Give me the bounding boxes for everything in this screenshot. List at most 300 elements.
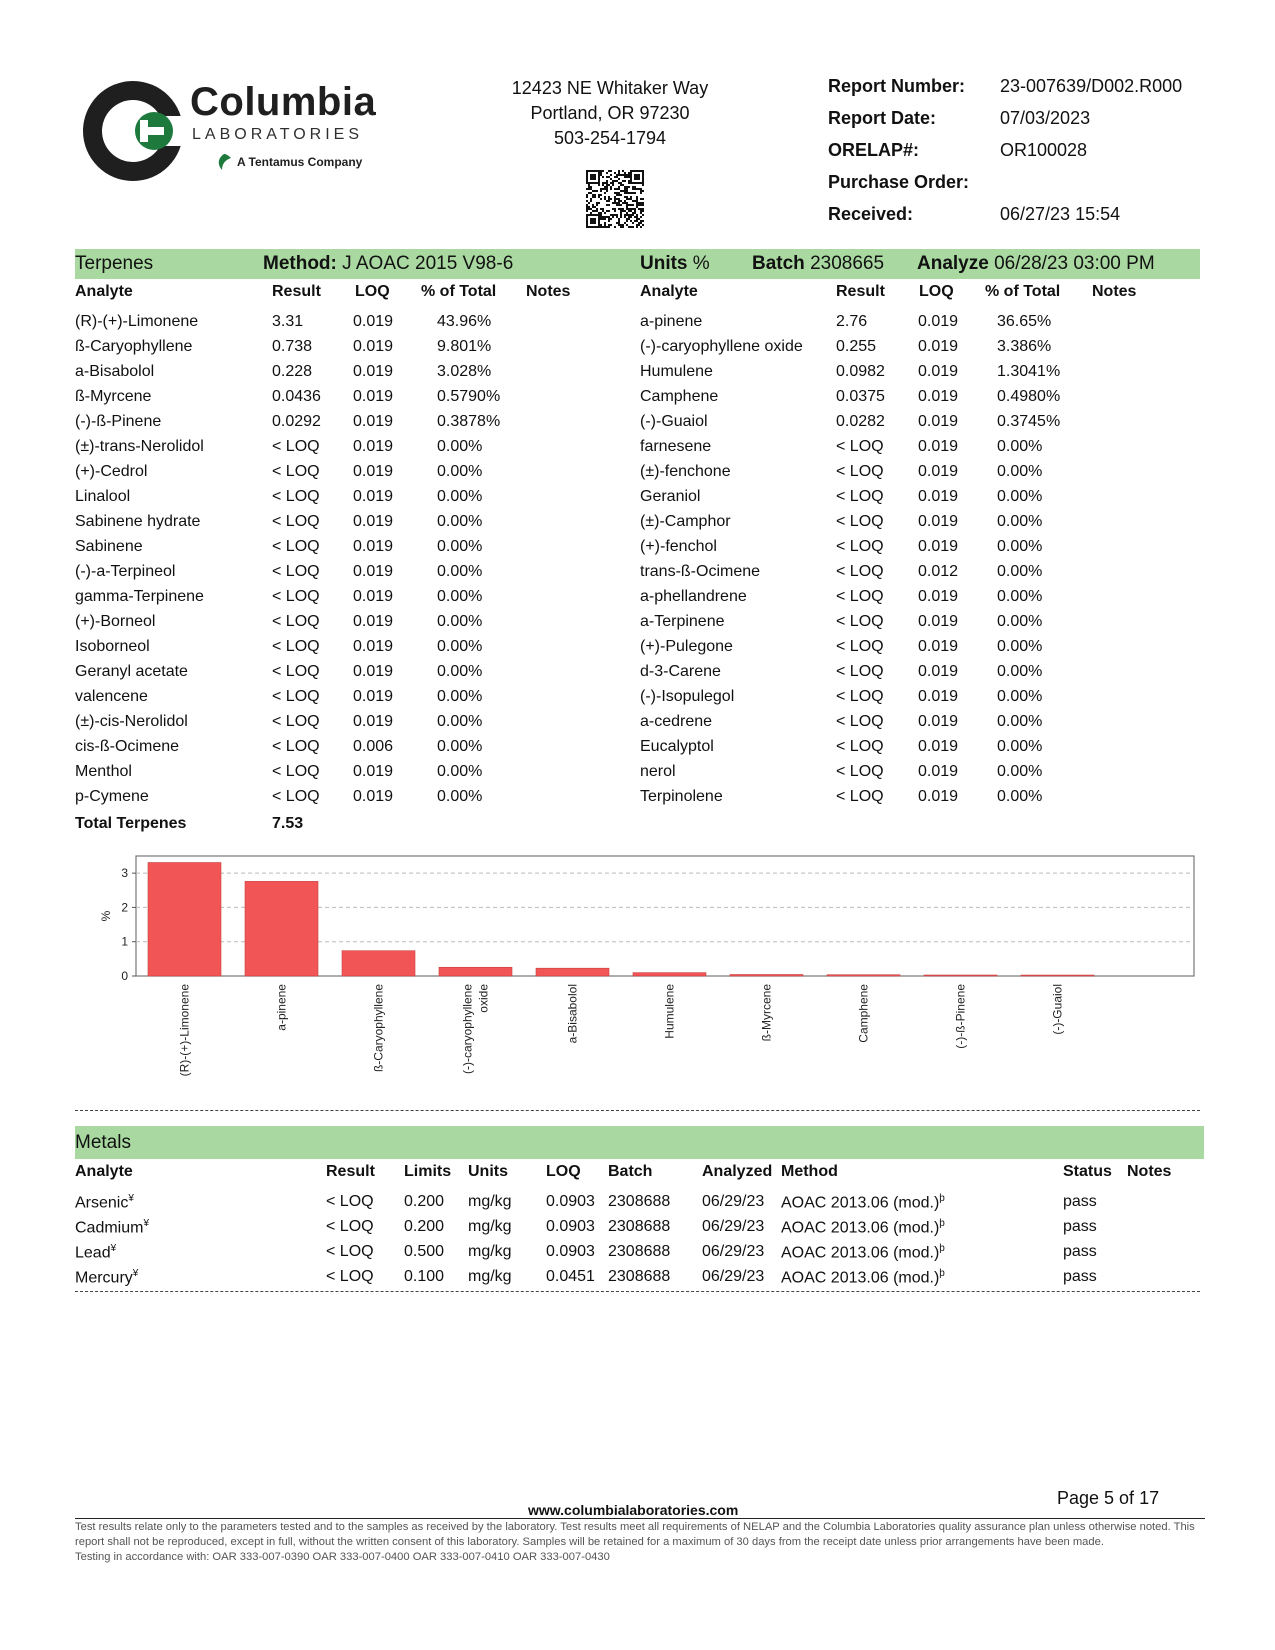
right-loq: 0.019 <box>918 438 959 455</box>
logo-subtitle: LABORATORIES <box>192 126 363 143</box>
chart-x-tick-label: (-)-ß-Pinene <box>953 984 968 1049</box>
metals-col-analyte: Analyte <box>75 1163 133 1180</box>
metal-units <box>468 1193 512 1211</box>
left-result: 0.738 <box>272 338 313 355</box>
left-pct-total: 0.5790% <box>437 388 501 405</box>
left-loq: 0.019 <box>353 763 394 780</box>
right-analyte: Humulene <box>640 363 713 380</box>
left-pct-total: 0.00% <box>437 613 483 630</box>
right-pct-total: 0.00% <box>997 663 1043 680</box>
metal-analyte-text: Cadmium <box>75 1219 144 1237</box>
metal-batch <box>608 1193 670 1211</box>
right-loq: 0.019 <box>918 713 959 730</box>
left-loq: 0.019 <box>353 588 394 605</box>
right-loq: 0.019 <box>918 338 959 355</box>
chart-y-tick-label: 1 <box>121 934 128 949</box>
col-analyte-left: Analyte <box>75 283 133 300</box>
metal-analyzed <box>702 1268 764 1286</box>
left-analyte: Linalool <box>75 488 131 505</box>
right-pct-total: 0.00% <box>997 688 1043 705</box>
right-analyte: trans-ß-Ocimene <box>640 563 761 580</box>
left-loq: 0.019 <box>353 663 394 680</box>
right-analyte: (+)-fenchol <box>640 538 717 555</box>
units-label: Units <box>640 253 688 274</box>
metal-loq-text: 0.0903 <box>546 1243 595 1260</box>
right-loq: 0.019 <box>918 613 959 630</box>
chart-y-axis-label: % <box>99 910 113 922</box>
chart-bar <box>342 951 415 976</box>
chart-x-tick-label: (-)-caryophyllene <box>460 984 475 1075</box>
chart-bar <box>536 968 609 976</box>
chart-y-tick-label: 2 <box>121 900 128 915</box>
metal-status-text: pass <box>1063 1243 1097 1260</box>
metals-col-notes: Notes <box>1127 1163 1172 1180</box>
chart-bar <box>148 863 221 976</box>
metal-limits <box>404 1193 444 1211</box>
analyte-footnote-mark: ¥ <box>132 1268 139 1279</box>
chart-y-tick-label: 0 <box>121 969 128 983</box>
terpenes-bar-chart <box>96 852 1206 1102</box>
metals-divider <box>75 1291 1200 1292</box>
left-result: < LOQ <box>272 763 320 780</box>
chart-bar <box>245 881 318 976</box>
col-result-left: Result <box>272 283 321 300</box>
footer-rule <box>75 1518 1205 1519</box>
left-loq: 0.019 <box>353 538 394 555</box>
right-loq: 0.019 <box>918 488 959 505</box>
metal-limits-text: 0.500 <box>404 1243 445 1260</box>
received-date: 06/27/23 15:54 <box>1000 204 1121 224</box>
analyte-footnote-mark: ¥ <box>110 1243 117 1254</box>
right-loq: 0.019 <box>918 388 959 405</box>
chart-bar <box>827 975 900 976</box>
orelap-number: OR100028 <box>1000 140 1088 160</box>
col-pct-left: % of Total <box>421 283 497 300</box>
metal-loq-text: 0.0903 <box>546 1218 595 1235</box>
left-loq: 0.006 <box>353 738 394 755</box>
qr-code-icon[interactable] <box>586 170 644 228</box>
left-pct-total: 0.00% <box>437 588 483 605</box>
left-loq: 0.019 <box>353 463 394 480</box>
right-pct-total: 0.00% <box>997 763 1043 780</box>
left-loq: 0.019 <box>353 713 394 730</box>
metal-status <box>1063 1268 1097 1286</box>
columbia-logo-mark <box>78 76 188 186</box>
terpenes-title: Terpenes <box>75 253 154 274</box>
metals-col-analyzed: Analyzed <box>702 1163 773 1180</box>
right-analyte: a-pinene <box>640 313 703 330</box>
metal-units <box>468 1218 512 1236</box>
col-loq-left: LOQ <box>355 283 390 300</box>
left-pct-total: 0.00% <box>437 538 483 555</box>
left-loq: 0.019 <box>353 488 394 505</box>
right-analyte: Geraniol <box>640 488 701 505</box>
metals-col-batch: Batch <box>608 1163 653 1180</box>
report-date-label: Report Date: <box>828 108 937 128</box>
report-number: 23-007639/D002.R000 <box>1000 76 1183 96</box>
left-analyte: cis-ß-Ocimene <box>75 738 180 755</box>
metal-result <box>326 1218 374 1236</box>
right-analyte: (-)-Isopulegol <box>640 688 735 705</box>
right-analyte: farnesene <box>640 438 712 455</box>
left-result: < LOQ <box>272 438 320 455</box>
col-result-right: Result <box>836 283 885 300</box>
metal-method <box>781 1268 945 1287</box>
right-analyte: Terpinolene <box>640 788 723 805</box>
address-line2: Portland, OR 97230 <box>530 103 690 123</box>
left-pct-total: 0.00% <box>437 463 483 480</box>
col-pct-right: % of Total <box>985 283 1061 300</box>
right-analyte: (±)-Camphor <box>640 513 731 530</box>
metal-units-text: mg/kg <box>468 1243 512 1260</box>
left-analyte: (R)-(+)-Limonene <box>75 313 199 330</box>
right-result: < LOQ <box>836 738 884 755</box>
metal-batch <box>608 1268 670 1286</box>
right-pct-total: 0.3745% <box>997 413 1061 430</box>
report-date: 07/03/2023 <box>1000 108 1091 128</box>
right-pct-total: 1.3041% <box>997 363 1061 380</box>
logo-tagline: A Tentamus Company <box>237 155 363 169</box>
right-result: 0.255 <box>836 338 877 355</box>
terpenes-units <box>640 249 710 279</box>
left-analyte: ß-Myrcene <box>75 388 152 405</box>
metal-result-text: < LOQ <box>326 1193 374 1210</box>
metal-limits <box>404 1243 444 1261</box>
left-analyte: Geranyl acetate <box>75 663 188 680</box>
phone-number: 503-254-1794 <box>553 128 667 148</box>
metal-analyte-text: Arsenic <box>75 1194 129 1212</box>
analyze-label: Analyze <box>917 253 989 274</box>
metal-batch <box>608 1218 670 1236</box>
metals-col-limits: Limits <box>404 1163 452 1180</box>
left-analyte: (+)-Cedrol <box>75 463 148 480</box>
right-result: < LOQ <box>836 488 884 505</box>
left-result: < LOQ <box>272 488 320 505</box>
metal-result-text: < LOQ <box>326 1268 374 1285</box>
metal-batch-text: 2308688 <box>608 1243 671 1260</box>
metal-analyzed-text: 06/29/23 <box>702 1268 765 1285</box>
logo-wordmark: Columbia <box>190 80 377 124</box>
footer-disclaimer-block <box>75 1520 1205 1565</box>
left-pct-total: 0.00% <box>437 663 483 680</box>
method-footnote-mark: þ <box>939 1243 945 1254</box>
left-pct-total: 0.00% <box>437 763 483 780</box>
right-pct-total: 0.00% <box>997 463 1043 480</box>
metal-loq <box>546 1243 595 1261</box>
left-loq: 0.019 <box>353 413 394 430</box>
left-loq: 0.019 <box>353 688 394 705</box>
footer-disclaimer: Test results relate only to the parameters tested and to the samples as received by the laboratory. Test results meet all requirements of NELAP and the Columbia Laboratories quality assurance plan unless otherwise noted. This report shall not be reproduced, except in full, without the written consent of this laboratory. Samples will be retained for a maximum of 30 days from the receipt date unless prior arrangements have been made. <box>75 1521 1195 1548</box>
metal-status-text: pass <box>1063 1268 1097 1285</box>
left-loq: 0.019 <box>353 388 394 405</box>
left-analyte: ß-Caryophyllene <box>75 338 193 355</box>
metals-col-units: Units <box>468 1163 508 1180</box>
terpenes-method <box>263 249 513 279</box>
right-pct-total: 0.00% <box>997 488 1043 505</box>
left-pct-total: 0.00% <box>437 688 483 705</box>
left-result: < LOQ <box>272 563 320 580</box>
left-loq: 0.019 <box>353 638 394 655</box>
metals-col-result: Result <box>326 1163 375 1180</box>
metal-result-text: < LOQ <box>326 1243 374 1260</box>
right-result: < LOQ <box>836 588 884 605</box>
left-loq: 0.019 <box>353 513 394 530</box>
metals-col-status: Status <box>1063 1163 1112 1180</box>
method-label: Method: <box>263 253 337 274</box>
left-loq: 0.019 <box>353 563 394 580</box>
left-analyte: p-Cymene <box>75 788 149 805</box>
right-pct-total: 0.4980% <box>997 388 1061 405</box>
left-loq: 0.019 <box>353 613 394 630</box>
left-pct-total: 0.00% <box>437 563 483 580</box>
metal-method <box>781 1193 945 1212</box>
section-divider <box>75 1110 1200 1111</box>
right-pct-total: 0.00% <box>997 788 1043 805</box>
method-footnote-mark: þ <box>939 1268 945 1279</box>
right-result: 0.0982 <box>836 363 885 380</box>
right-pct-total: 0.00% <box>997 713 1043 730</box>
metal-limits <box>404 1268 444 1286</box>
batch-label: Batch <box>752 253 805 274</box>
orelap-label: ORELAP#: <box>828 140 920 160</box>
chart-bar <box>633 973 706 976</box>
right-loq: 0.019 <box>918 588 959 605</box>
left-analyte: (±)-cis-Nerolidol <box>75 713 188 730</box>
left-analyte: (±)-trans-Nerolidol <box>75 438 204 455</box>
right-pct-total: 0.00% <box>997 588 1043 605</box>
left-result: < LOQ <box>272 638 320 655</box>
right-result: < LOQ <box>836 763 884 780</box>
right-loq: 0.019 <box>918 413 959 430</box>
right-analyte: nerol <box>640 763 676 780</box>
metal-status-text: pass <box>1063 1193 1097 1210</box>
metals-section-bar <box>75 1126 1204 1159</box>
chart-bar <box>1021 975 1094 976</box>
right-pct-total: 0.00% <box>997 538 1043 555</box>
metal-units <box>468 1268 512 1286</box>
left-result: 0.228 <box>272 363 313 380</box>
left-loq: 0.019 <box>353 338 394 355</box>
chart-x-tick-label: (-)-Guaiol <box>1050 984 1065 1035</box>
metal-result <box>326 1243 374 1261</box>
left-result: < LOQ <box>272 788 320 805</box>
left-result: < LOQ <box>272 738 320 755</box>
chart-x-tick-label: Humulene <box>662 984 677 1039</box>
right-result: < LOQ <box>836 638 884 655</box>
right-result: 0.0282 <box>836 413 885 430</box>
total-terpenes-label: Total Terpenes <box>75 815 187 832</box>
metal-status-text: pass <box>1063 1218 1097 1235</box>
left-result: < LOQ <box>272 513 320 530</box>
chart-x-tick-label: a-Bisabolol <box>565 984 580 1044</box>
right-loq: 0.019 <box>918 763 959 780</box>
left-pct-total: 0.00% <box>437 513 483 530</box>
left-pct-total: 9.801% <box>437 338 492 355</box>
right-loq: 0.019 <box>918 313 959 330</box>
left-loq: 0.019 <box>353 363 394 380</box>
right-loq: 0.012 <box>918 563 959 580</box>
metal-units-text: mg/kg <box>468 1193 512 1210</box>
left-result: < LOQ <box>272 463 320 480</box>
right-analyte: (-)-caryophyllene oxide <box>640 338 803 355</box>
left-result: < LOQ <box>272 713 320 730</box>
metal-loq <box>546 1218 595 1236</box>
left-result: 0.0292 <box>272 413 321 430</box>
metal-method-text: AOAC 2013.06 (mod.) <box>781 1219 940 1237</box>
col-notes-left: Notes <box>526 283 571 300</box>
received-label: Received: <box>828 204 914 224</box>
right-pct-total: 0.00% <box>997 613 1043 630</box>
chart-bar <box>730 975 803 976</box>
metal-analyzed <box>702 1193 764 1211</box>
chart-x-tick-label: Camphene <box>856 984 871 1043</box>
chart-x-tick-label: a-pinene <box>274 984 289 1031</box>
left-loq: 0.019 <box>353 313 394 330</box>
right-pct-total: 0.00% <box>997 638 1043 655</box>
left-loq: 0.019 <box>353 788 394 805</box>
right-result: < LOQ <box>836 688 884 705</box>
left-analyte: Sabinene <box>75 538 143 555</box>
right-result: < LOQ <box>836 563 884 580</box>
left-analyte: Sabinene hydrate <box>75 513 201 530</box>
address-line1: 12423 NE Whitaker Way <box>511 78 709 98</box>
metal-status <box>1063 1243 1097 1261</box>
left-loq: 0.019 <box>353 438 394 455</box>
left-pct-total: 0.00% <box>437 738 483 755</box>
purchase-order-label: Purchase Order: <box>828 172 970 192</box>
left-pct-total: 0.3878% <box>437 413 501 430</box>
left-pct-total: 43.96% <box>437 313 492 330</box>
chart-bar <box>439 967 512 976</box>
right-loq: 0.019 <box>918 688 959 705</box>
total-terpenes-value: 7.53 <box>272 815 304 832</box>
metal-result <box>326 1193 374 1211</box>
chart-y-tick-label: 3 <box>121 866 128 881</box>
metal-analyte <box>75 1193 134 1212</box>
lab-address <box>490 76 730 151</box>
metals-title: Metals <box>75 1132 131 1153</box>
metal-analyzed-text: 06/29/23 <box>702 1193 765 1210</box>
right-pct-total: 0.00% <box>997 738 1043 755</box>
right-pct-total: 36.65% <box>997 313 1052 330</box>
metal-analyzed-text: 06/29/23 <box>702 1218 765 1235</box>
metal-method-text: AOAC 2013.06 (mod.) <box>781 1244 940 1262</box>
metal-loq-text: 0.0451 <box>546 1268 595 1285</box>
chart-x-tick-label: (R)-(+)-Limonene <box>177 984 192 1077</box>
metal-analyte-text: Mercury <box>75 1269 133 1287</box>
left-pct-total: 3.028% <box>437 363 492 380</box>
right-pct-total: 0.00% <box>997 438 1043 455</box>
left-result: < LOQ <box>272 613 320 630</box>
right-result: < LOQ <box>836 538 884 555</box>
footer-website-link[interactable]: www.columbialaboratories.com <box>528 1502 739 1518</box>
left-result: 0.0436 <box>272 388 321 405</box>
right-loq: 0.019 <box>918 538 959 555</box>
metal-method <box>781 1243 945 1262</box>
analyze-value: 06/28/23 03:00 PM <box>994 253 1155 274</box>
footer-testing-note: Testing in accordance with: OAR 333-007-0390 OAR 333-007-0400 OAR 333-007-0410 OAR 333-007-0430 <box>75 1551 610 1563</box>
right-result: 0.0375 <box>836 388 885 405</box>
metal-batch <box>608 1243 670 1261</box>
right-analyte: (-)-Guaiol <box>640 413 708 430</box>
metal-result <box>326 1268 374 1286</box>
chart-x-tick-label: ß-Myrcene <box>759 984 774 1042</box>
metal-loq <box>546 1193 595 1211</box>
left-analyte: (-)-ß-Pinene <box>75 413 162 430</box>
right-analyte: a-Terpinene <box>640 613 725 630</box>
metal-method-text: AOAC 2013.06 (mod.) <box>781 1194 940 1212</box>
units-value: % <box>692 253 710 274</box>
right-pct-total: 0.00% <box>997 513 1043 530</box>
metals-col-loq: LOQ <box>546 1163 581 1180</box>
metal-analyzed <box>702 1243 764 1261</box>
right-result: < LOQ <box>836 713 884 730</box>
metal-result-text: < LOQ <box>326 1218 374 1235</box>
left-pct-total: 0.00% <box>437 788 483 805</box>
left-pct-total: 0.00% <box>437 438 483 455</box>
metal-analyte <box>75 1218 149 1237</box>
left-result: < LOQ <box>272 663 320 680</box>
left-analyte: a-Bisabolol <box>75 363 155 380</box>
left-result: < LOQ <box>272 588 320 605</box>
metal-status <box>1063 1193 1097 1211</box>
batch-value: 2308665 <box>810 253 885 274</box>
chart-x-tick-label: oxide <box>476 984 491 1013</box>
right-analyte: Eucalyptol <box>640 738 714 755</box>
metal-limits-text: 0.200 <box>404 1218 445 1235</box>
left-result: < LOQ <box>272 538 320 555</box>
left-pct-total: 0.00% <box>437 713 483 730</box>
metal-batch-text: 2308688 <box>608 1218 671 1235</box>
chart-x-tick-label: ß-Caryophyllene <box>371 984 386 1073</box>
right-analyte: a-cedrene <box>640 713 713 730</box>
report-number-label: Report Number: <box>828 76 966 96</box>
metal-batch-text: 2308688 <box>608 1193 671 1210</box>
right-loq: 0.019 <box>918 788 959 805</box>
terpenes-batch <box>752 249 884 279</box>
right-result: < LOQ <box>836 663 884 680</box>
right-result: < LOQ <box>836 463 884 480</box>
right-result: < LOQ <box>836 438 884 455</box>
method-footnote-mark: þ <box>939 1218 945 1229</box>
left-analyte: Isoborneol <box>75 638 150 655</box>
right-analyte: d-3-Carene <box>640 663 721 680</box>
col-notes-right: Notes <box>1092 283 1137 300</box>
col-analyte-right: Analyte <box>640 283 698 300</box>
metal-method-text: AOAC 2013.06 (mod.) <box>781 1269 940 1287</box>
left-analyte: gamma-Terpinene <box>75 588 204 605</box>
metal-loq-text: 0.0903 <box>546 1193 595 1210</box>
metal-units-text: mg/kg <box>468 1268 512 1285</box>
metal-method <box>781 1218 945 1237</box>
right-analyte: Camphene <box>640 388 719 405</box>
terpenes-analyze <box>917 249 1155 279</box>
right-analyte: (+)-Pulegone <box>640 638 733 655</box>
right-analyte: a-phellandrene <box>640 588 747 605</box>
metal-loq <box>546 1268 595 1286</box>
right-loq: 0.019 <box>918 463 959 480</box>
page-number: Page 5 of 17 <box>1057 1488 1160 1508</box>
metal-analyte-text: Lead <box>75 1244 111 1262</box>
metals-col-method: Method <box>781 1163 838 1180</box>
right-loq: 0.019 <box>918 363 959 380</box>
metal-limits <box>404 1218 444 1236</box>
left-result: 3.31 <box>272 313 304 330</box>
right-loq: 0.019 <box>918 738 959 755</box>
method-footnote-mark: þ <box>939 1193 945 1204</box>
metal-analyzed <box>702 1218 764 1236</box>
left-analyte: (-)-a-Terpineol <box>75 563 176 580</box>
